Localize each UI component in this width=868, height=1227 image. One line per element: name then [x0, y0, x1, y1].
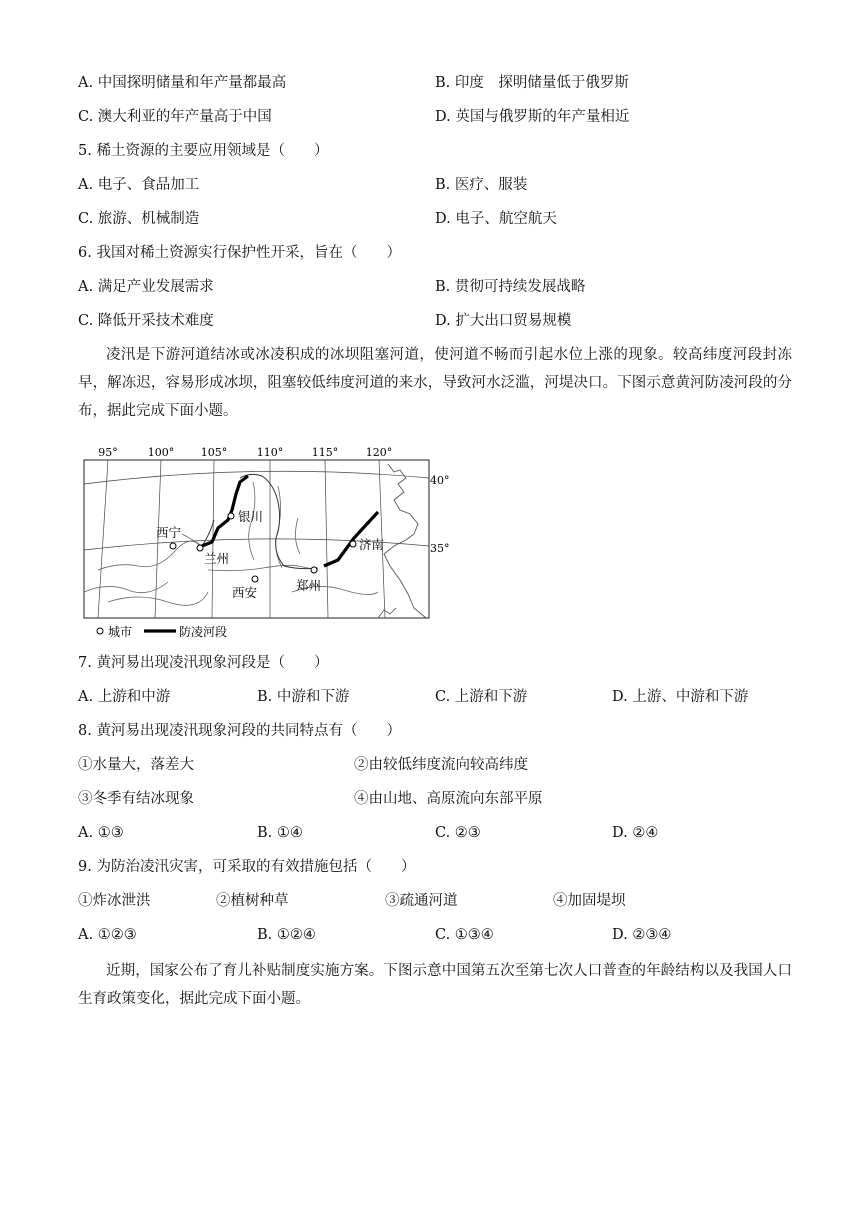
q8-stem: 8. 黄河易出现凌汛现象河段的共同特点有（ ）: [78, 723, 401, 739]
coastline-south: [378, 608, 396, 618]
q9-stem: 9. 为防治凌汛灾害，可采取的有效措施包括（ ）: [78, 859, 416, 875]
passage-ice-flood: [78, 341, 792, 425]
passage-ice-flood-text: 凌汛是下游河道结冰或冰凌积成的冰坝阻塞河道，使河道不畅而引起水位上涨的现象。较高纬度河段封冻早，解冻迟，容易形成冰坝，阻塞较低纬度河道的来水，导致河水泛滥，河堤决口。下图示意黄河防凌河段的分布，据此完成下面小题。: [78, 347, 792, 419]
q6-option-a: A. 满足产业发展需求: [78, 279, 214, 295]
q9-statement-4: ④加固堤坝: [553, 893, 626, 909]
city-label-jinan: 济南: [359, 537, 385, 552]
q6-options-row1: [0, 275, 868, 299]
q4-option-c: C. 澳大利亚的年产量高于中国: [78, 109, 272, 125]
q5-option-c: C. 旅游、机械制造: [78, 211, 200, 227]
q5-stem-row: [0, 139, 868, 163]
q7-stem: 7. 黄河易出现凌汛现象河段是（ ）: [78, 655, 329, 671]
lon-label-105: 105°: [200, 446, 228, 459]
legend-city-label: 城市: [108, 625, 133, 639]
q6-options-row2: [0, 309, 868, 333]
q4-options-row2: [0, 105, 868, 129]
q8-statement-2: ②由较低纬度流向较高纬度: [354, 757, 528, 773]
city-marker-zhengzhou: [311, 567, 317, 573]
passage-population-text: 近期，国家公布了育儿补贴制度实施方案。下图示意中国第五次至第七次人口普查的年龄结构以及我国人口生育政策变化，据此完成下面小题。: [78, 963, 792, 1007]
yellow-river-map: [78, 442, 458, 642]
q7-stem-row: [0, 651, 868, 675]
legend-section-label: 防凌河段: [179, 625, 228, 639]
city-label-yinchuan: 银川: [238, 509, 264, 524]
q8-statement-3: ③冬季有结冰现象: [78, 791, 194, 807]
lat-label-40: 40°: [430, 474, 450, 487]
q4-option-a: A. 中国探明储量和年产量都最高: [78, 75, 287, 91]
q9-option-b: B. ①②④: [257, 927, 316, 943]
q9-option-c: C. ①③④: [435, 927, 494, 943]
q6-stem-row: [0, 241, 868, 265]
q6-option-c: C. 降低开采技术难度: [78, 313, 214, 329]
lon-label-100: 100°: [147, 446, 175, 459]
city-label-lanzhou: 兰州: [204, 551, 230, 566]
city-marker-jinan: [350, 541, 356, 547]
passage-population: [78, 957, 792, 1013]
coastline: [384, 464, 426, 618]
lon-label-95: 95°: [98, 446, 118, 459]
q9-option-a: A. ①②③: [78, 927, 137, 943]
legend-city-icon: [97, 628, 103, 634]
q9-option-d: D. ②③④: [612, 927, 672, 943]
q8-statements-row1: [0, 753, 868, 777]
q8-statements-row2: [0, 787, 868, 811]
q4-options-row1: [0, 71, 868, 95]
lon-label-110: 110°: [256, 446, 284, 459]
q9-options-row: [0, 923, 868, 947]
q7-option-a: A. 上游和中游: [78, 689, 171, 705]
city-label-xian: 西安: [232, 585, 258, 600]
lon-label-120: 120°: [365, 446, 393, 459]
q6-option-b: B. 贯彻可持续发展战略: [435, 279, 586, 295]
q8-options-row: [0, 821, 868, 845]
q8-option-b: B. ①④: [257, 825, 303, 841]
q8-option-a: A. ①③: [78, 825, 124, 841]
q5-option-a: A. 电子、食品加工: [78, 177, 200, 193]
q7-option-d: D. 上游、中游和下游: [612, 689, 749, 705]
river-network: [84, 482, 378, 605]
city-marker-xian: [252, 576, 258, 582]
q8-option-d: D. ②④: [612, 825, 659, 841]
city-marker-xining: [170, 543, 176, 549]
q6-option-d: D. 扩大出口贸易规模: [435, 313, 572, 329]
q8-statement-1: ①水量大，落差大: [78, 757, 194, 773]
q5-option-d: D. 电子、航空航天: [435, 211, 557, 227]
lat-label-35: 35°: [430, 542, 450, 555]
q4-option-d: D. 英国与俄罗斯的年产量相近: [435, 109, 630, 125]
lon-label-115: 115°: [311, 446, 339, 459]
q5-options-row2: [0, 207, 868, 231]
city-label-zhengzhou: 郑州: [296, 578, 322, 593]
q9-statement-2: ②植树种草: [216, 893, 289, 909]
q8-option-c: C. ②③: [435, 825, 481, 841]
q4-option-b: B. 印度 探明储量低于俄罗斯: [435, 75, 629, 91]
q9-stem-row: [0, 855, 868, 879]
q8-stem-row: [0, 719, 868, 743]
q5-stem: 5. 稀土资源的主要应用领域是（ ）: [78, 143, 329, 159]
q5-options-row1: [0, 173, 868, 197]
city-marker-lanzhou: [197, 545, 203, 551]
q9-statements-row: [0, 889, 868, 913]
q7-option-c: C. 上游和下游: [435, 689, 528, 705]
q6-stem: 6. 我国对稀土资源实行保护性开采，旨在（ ）: [78, 245, 401, 261]
q9-statement-3: ③疏通河道: [385, 893, 458, 909]
q7-options-row: [0, 685, 868, 709]
city-label-xining: 西宁: [156, 525, 182, 540]
q7-option-b: B. 中游和下游: [257, 689, 350, 705]
q5-option-b: B. 医疗、服装: [435, 177, 528, 193]
q8-statement-4: ④由山地、高原流向东部平原: [354, 791, 543, 807]
city-marker-yinchuan: [228, 513, 234, 519]
q9-statement-1: ①炸冰泄洪: [78, 893, 151, 909]
